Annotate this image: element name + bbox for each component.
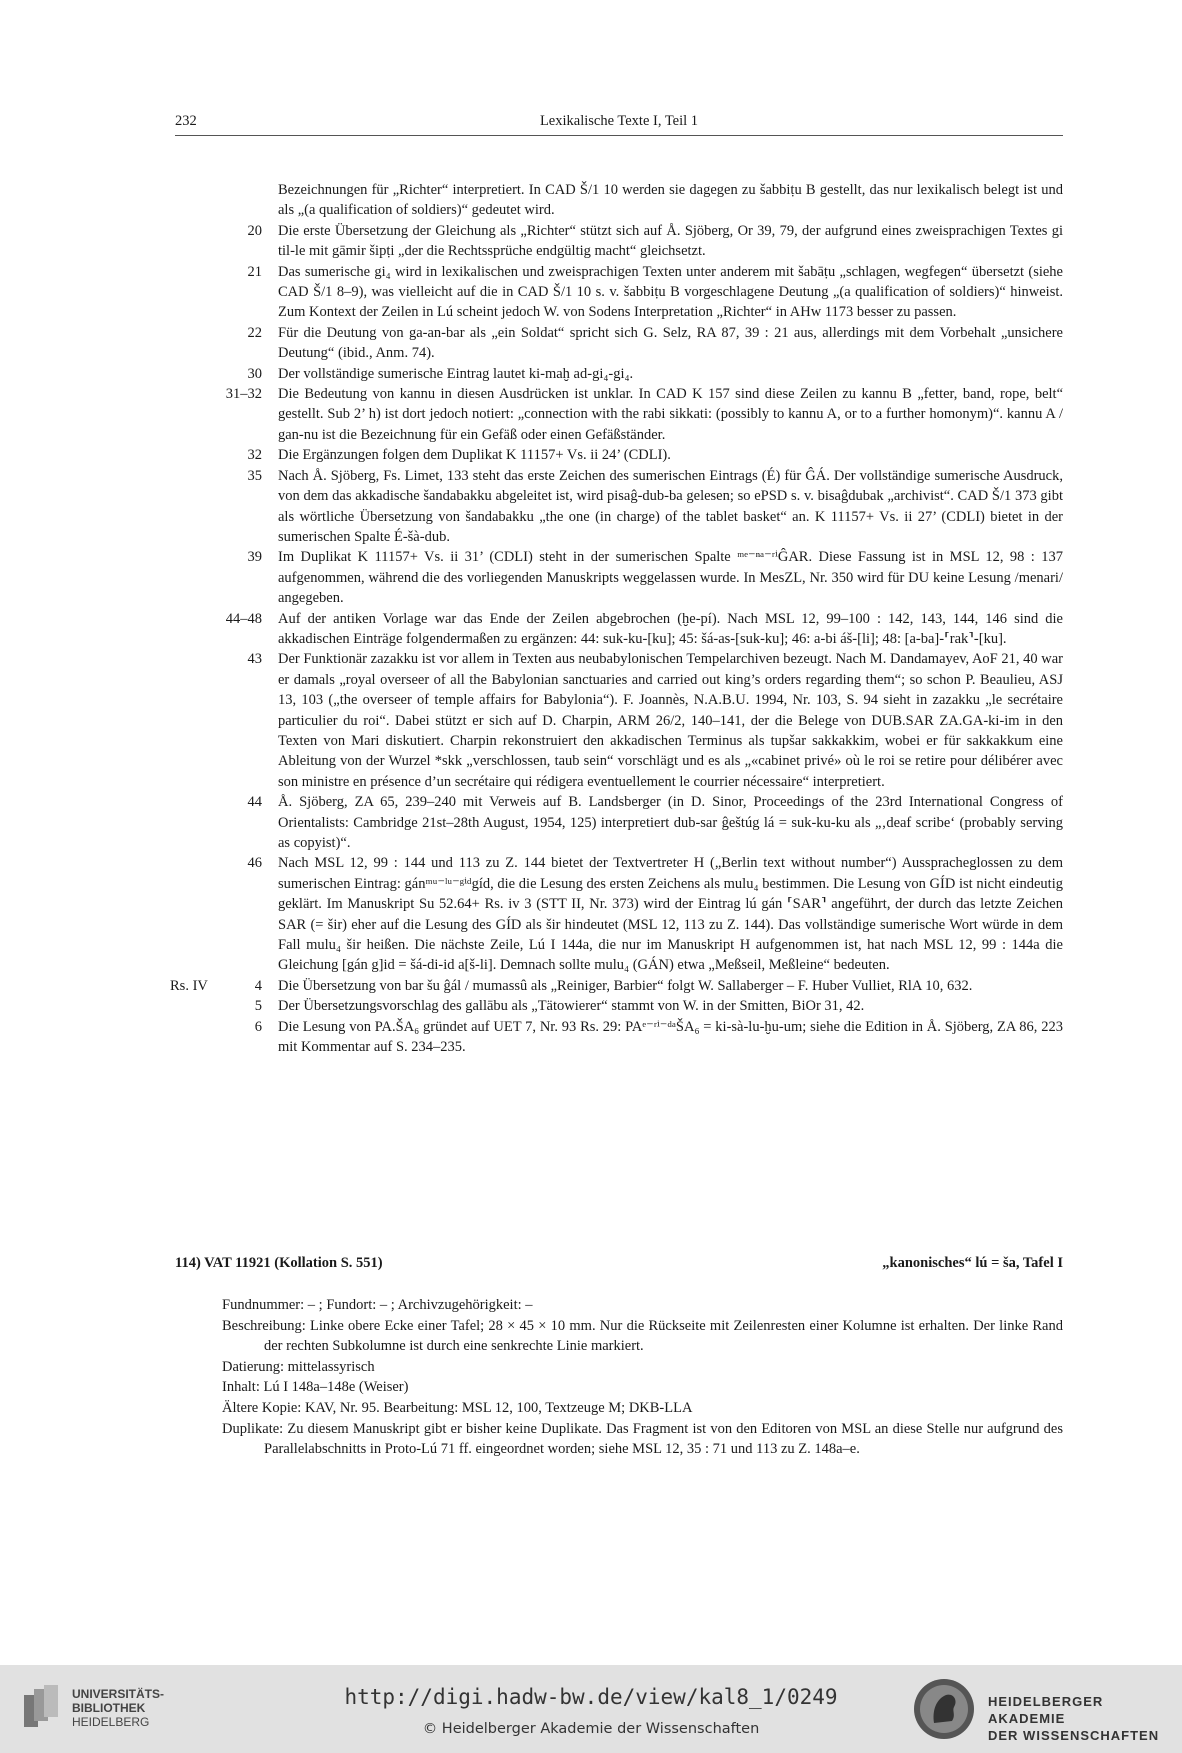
note	[170, 1017, 1063, 1058]
note	[170, 384, 1063, 445]
library-line: UNIVERSITÄTS-	[72, 1687, 165, 1701]
running-title: Lexikalische Texte I, Teil 1	[539, 113, 699, 129]
note-text: Nach MSL 12, 99 : 144 und 113 zu Z. 144 bietet der Textvertreter H („Berlin text without number“) Ausspracheglossen zu dem sumerischen Eintrag: gánᵐᵘ⁻ˡᵘ⁻ᵍⁱᵈgíd, die die Lesung des ersten Zeichens als mulu₄ bestimmen. Die Lesung von GÍD ist nicht eindeutig geklärt. Im Manuskript Su 52.64+ Rs. iv 3 (STT II, Nr. 373) wird der Eintrag lú gán ⸢SAR⸣ angeführt, der durch das letzte Zeichen SAR (= šir) eher auf die Lesung des GÍD als šir hindeutet (MSL 12, 113 zu Z. 144). Das vollständige sumerische Wort würde in dem Fall mulu₄ šir heißen. Die nächste Zeile, Lú I 144a, die nur im Manuskript H aufgenommen ist, hat nach MSL 12, 99 : 144a die Gleichung [gán g]id = šá-di-id a[š-li]. Demnach sollte mulu₄ (GÁN) etwa „Meßseil, Meßleine“ bedeuten.	[278, 855, 1063, 974]
note-number: 21	[247, 263, 262, 280]
note-section	[170, 364, 210, 384]
note-number: 43	[247, 651, 262, 668]
note-text: Der Funktionär zazakku ist vor allem in Texten aus neubabylonischen Tempelarchiven bezeugt. Nach M. Dandamayev, AoF 21, 40 war er damals „royal overseer of all the Babylonian sanctuaries and carried out king’s orders regarding them“; so schon P. Beaulieu, ASJ 13, 103 („the overseer of temple affairs for Babylonia“). F. Joannès, N.A.B.U. 1994, Nr. 103, S. 94 sieht in zazakku „le secrétaire particulier du roi“. Dabei stützt er sich auf D. Charpin, ARM 26/2, 140–141, der die Belege von DUB.SAR ZA.GA-ki-im in den Texten von Mari diskutiert. Charpin rekonstruiert den akkadischen Terminus als tupšar sakkakkim, wobei er für sakkakkum eine Ableitung von der Wurzel *skk „verschlossen, taub sein“ vorschlägt und es als „«cabinet privé» où le roi se retire pour délibérer avec son ministre en présence d’un secrétaire qui rédigera eventuellement le courrier nécessaire“ interpretiert.	[278, 651, 1063, 790]
description-line: Duplikate: Zu diesem Manuskript gibt er bisher keine Duplikate. Das Fragment ist von den Editoren von MSL an diese Stelle nur aufgrund des Parallelabschnitts in Proto-Lú 71 ff. eingeordnet worden; siehe MSL 12, 35 : 71 und 113 zu Z. 148a–e.	[222, 1420, 1063, 1458]
note-number: 4	[254, 977, 262, 994]
note-section	[170, 180, 210, 221]
note	[170, 996, 1063, 1016]
entry-description	[222, 1295, 1063, 1460]
commentary-notes	[170, 180, 1063, 1057]
permalink[interactable]: http://digi.hadw-bw.de/view/kal8_1/0249	[344, 1685, 838, 1709]
academy-line: DER WISSENSCHAFTEN	[988, 1728, 1160, 1743]
note-number: 44–48	[225, 610, 262, 627]
note-section	[170, 323, 210, 364]
note	[170, 323, 1063, 364]
library-line: BIBLIOTHEK	[72, 1701, 146, 1715]
note-text: Die Bedeutung von kannu in diesen Ausdrücken ist unklar. In CAD K 157 sind diese Zeilen zu kannu B „fetter, band, rope, belt“ gestellt. Sub 2’ h) ist dort jedoch notiert: „connection with the rabi sikkati: (possibly to kannu A, or to a further homonym)“. kannu A / gan-nu ist die Bezeichnung für ein Gefäß oder einen Gefäßständer.	[278, 386, 1063, 443]
academy-line: HEIDELBERGER AKADEMIE	[988, 1694, 1104, 1726]
note	[170, 853, 1063, 975]
note-number: 39	[247, 549, 262, 566]
note-number: 44	[247, 794, 262, 811]
note-number: 5	[254, 998, 262, 1015]
note-section	[170, 853, 210, 975]
note	[170, 221, 1063, 262]
academy-name	[988, 1693, 1182, 1744]
note-text: Im Duplikat K 11157+ Vs. ii 31’ (CDLI) steht in der sumerischen Spalte ᵐᵉ⁻ⁿᵃ⁻ʳⁱĜAR. Diese Fassung ist in MSL 12, 98 : 137 aufgenommen, während die des vorliegenden Manuskripts weggelassen wurde. In MesZL, Nr. 350 wird für DU keine Lesung /menari/ angegeben.	[278, 549, 1063, 607]
note	[170, 792, 1063, 853]
note-number: 6	[254, 1018, 262, 1035]
note-number: 30	[247, 365, 262, 382]
note-text: Nach Å. Sjöberg, Fs. Limet, 133 steht das erste Zeichen des sumerischen Eintrags (É) für ĜÁ. Der vollständige sumerische Ausdruck, von dem das akkadische šandabakku abgeleitet ist, wird pisaĝ-dub-ba gelesen; so ePSD s. v. bisaĝdubak „archivist“. CAD Š/1 373 gibt als wörtliche Übersetzung von šandabakku „the one (in charge) of the tablet basket“ an. K 11157+ Vs. ii 27’ (CDLI) bietet in der sumerischen Spalte É-šà-dub.	[278, 467, 1063, 545]
note-section	[170, 649, 210, 792]
note-section	[170, 445, 210, 465]
note-section	[170, 1017, 210, 1058]
note-number	[210, 180, 278, 221]
note-text: Die Übersetzung von bar šu ĝál / mumassû als „Reiniger, Barbier“ folgt W. Sallaberger – F. Huber Vulliet, RlA 10, 632.	[278, 977, 973, 994]
note-section	[170, 466, 210, 548]
note-number: 35	[247, 467, 262, 484]
description-line: Datierung: mittelassyrisch	[222, 1358, 375, 1375]
note	[170, 364, 1063, 384]
copyright-notice: © Heidelberger Akademie der Wissenschaften	[422, 1721, 760, 1737]
note-text: Das sumerische gi₄ wird in lexikalischen und zweisprachigen Texten unter anderem mit šabāṭu „schlagen, wegfegen“ übersetzt (siehe CAD Š/1 8–9), was vielleicht auf die in CAD Š/1 10 s. v. šabbiṭu B vorgeschlagene Deutung „(a qualification of soldiers)“ hinweist. Zum Kontext der Zeilen in Lú scheint jedoch W. von Sodens Interpretation „Richter“ in AHw 1173 besser zu passen.	[278, 263, 1063, 321]
note-text: Für die Deutung von ga-an-bar als „ein Soldat“ spricht sich G. Selz, RA 87, 39 : 21 aus, allerdings mit dem Vorbehalt „unsichere Deutung“ (ibid., Anm. 74).	[278, 324, 1063, 362]
viewer-footer	[0, 1665, 1182, 1753]
note-text: Die Ergänzungen folgen dem Duplikat K 11157+ Vs. ii 24’ (CDLI).	[278, 447, 671, 464]
description-line: Ältere Kopie: KAV, Nr. 95. Bearbeitung: MSL 12, 100, Textzeuge M; DKB-LLA	[222, 1399, 693, 1416]
note-section	[170, 609, 210, 650]
note-text: Auf der antiken Vorlage war das Ende der Zeilen abgebrochen (ḫe-pí). Nach MSL 12, 99–100 : 142, 143, 144, 146 sind die akkadischen Einträge folgendermaßen zu ergänzen: 44: suk-ku-[ku]; 45: šá-as-[suk-ku]; 46: a-bi áš-[li]; 48: [a-ba]-⸢rak⸣-[ku].	[278, 610, 1063, 647]
note	[170, 976, 1063, 996]
description-line: Fundnummer: – ; Fundort: – ; Archivzugehörigkeit: –	[222, 1297, 533, 1313]
note-section	[170, 792, 210, 853]
note-section	[170, 221, 210, 262]
note	[170, 180, 1063, 221]
description-line: Inhalt: Lú I 148a–148e (Weiser)	[222, 1379, 409, 1396]
note-text: Der Übersetzungsvorschlag des gallābu als „Tätowierer“ stammt von W. in der Smitten, BiOr 31, 42.	[278, 998, 865, 1015]
note	[170, 466, 1063, 548]
entry-title: 114) VAT 11921 (Kollation S. 551)	[175, 1255, 383, 1271]
running-header	[175, 113, 1063, 136]
note-number: 32	[247, 447, 262, 464]
note-number: 46	[247, 855, 262, 872]
note-section	[170, 384, 210, 445]
note-text: Die erste Übersetzung der Gleichung als „Richter“ stützt sich auf Å. Sjöberg, Or 39, 79, der aufgrund eines zweisprachigen Textes gi til-le mit gāmir šipṭi „der die Rechtssprüche endgültig macht“ gleichsetzt.	[278, 222, 1063, 260]
note-text: Å. Sjöberg, ZA 65, 239–240 mit Verweis auf B. Landsberger (in D. Sinor, Proceedings of the 23rd International Congress of Orientalists: Cambridge 21st–28th August, 1954, 125) interpretiert dub-sar ĝeštúg lá = suk-ku-ku als „‚deaf scribe‘ (probably serving as copyist)“.	[278, 794, 1063, 851]
note-number: 22	[247, 324, 262, 341]
description-line: Beschreibung: Linke obere Ecke einer Tafel; 28 × 45 × 10 mm. Nur die Rückseite mit Zeilenresten einer Kolumne ist erhalten. Der linke Rand der rechten Subkolumne ist durch eine senkrechte Linie markiert.	[222, 1317, 1063, 1355]
note-section	[170, 996, 210, 1016]
page-number: 232	[175, 113, 197, 129]
note	[170, 547, 1063, 608]
note-section: Rs. IV	[170, 977, 208, 994]
note	[170, 649, 1063, 792]
note-text: Die Lesung von PA.ŠA₆ gründet auf UET 7, Nr. 93 Rs. 29: PAᵉ⁻ʳⁱ⁻ᵈᵃŠA₆ = ki-sà-lu-ḫu-um; siehe die Edition in Å. Sjöberg, ZA 86, 223 mit Kommentar auf S. 234–235.	[278, 1018, 1063, 1056]
note-text: Bezeichnungen für „Richter“ interpretiert. In CAD Š/1 10 werden sie dagegen zu šabbiṭu B gestellt, das nur lexikalisch belegt ist und als „(a qualification of soldiers)“ gedeutet wird.	[278, 182, 1063, 219]
academy-seal-icon	[912, 1677, 976, 1741]
library-line: HEIDELBERG	[72, 1715, 150, 1729]
note	[170, 262, 1063, 323]
note-number: 20	[247, 222, 262, 239]
entry-series: „kanonisches“ lú = ša, Tafel I	[882, 1255, 1063, 1271]
note-number: 31–32	[225, 386, 262, 403]
note-text: Der vollständige sumerische Eintrag lautet ki-maḫ ad-gi₄-gi₄.	[278, 365, 634, 382]
note	[170, 609, 1063, 650]
note-section	[170, 547, 210, 608]
note	[170, 445, 1063, 465]
note-section	[170, 262, 210, 323]
